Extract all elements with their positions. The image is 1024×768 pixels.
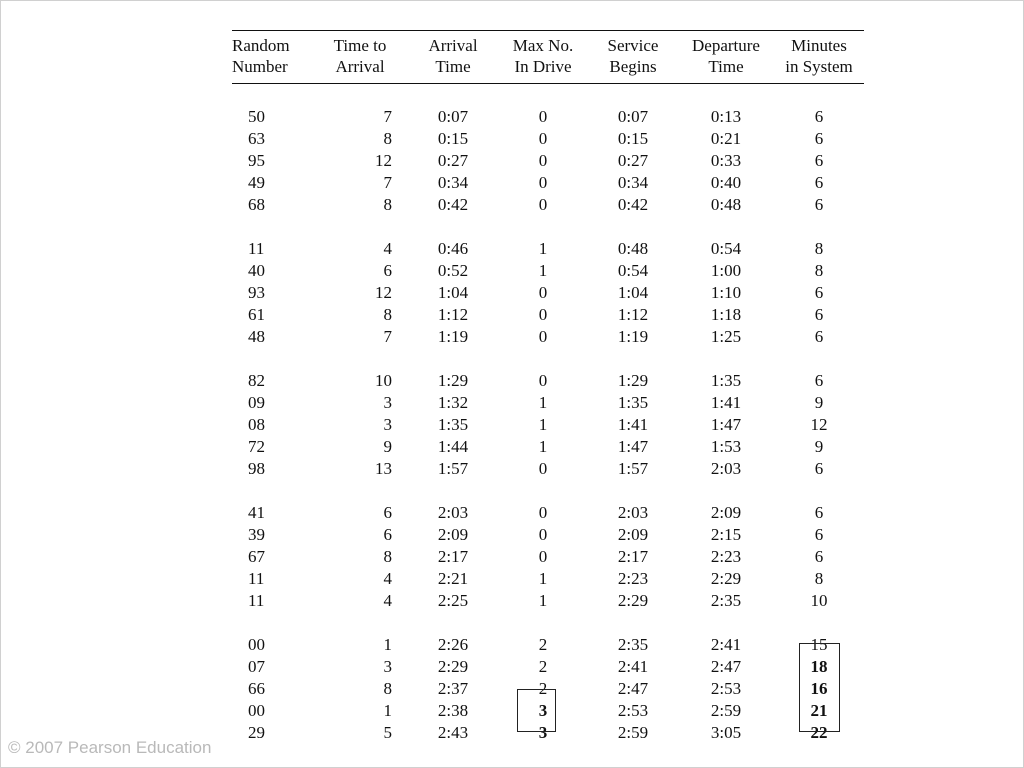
cell-max-in-drive: 0 (538, 283, 548, 302)
cell-departure-time: 1:53 (710, 437, 742, 456)
cell-minutes-in-system: 6 (814, 173, 824, 192)
cell-time-to-arrival: 4 (383, 569, 392, 588)
cell-minutes-in-system: 18 (810, 657, 828, 676)
cell-max-in-drive: 0 (538, 371, 548, 390)
table-row (232, 458, 864, 480)
cell-random-number: 95 (248, 151, 265, 170)
cell-service-begins: 2:41 (617, 657, 649, 676)
table-row (232, 656, 864, 678)
cell-service-begins: 2:53 (617, 701, 649, 720)
cell-random-number: 07 (248, 657, 265, 676)
cell-arrival-time: 1:12 (437, 305, 469, 324)
cell-time-to-arrival: 8 (383, 305, 392, 324)
cell-service-begins: 2:03 (617, 503, 649, 522)
cell-time-to-arrival: 4 (383, 239, 392, 258)
cell-minutes-in-system: 6 (814, 195, 824, 214)
cell-time-to-arrival: 8 (383, 679, 392, 698)
header-arrival-time: Arrival Time (408, 31, 498, 84)
cell-service-begins: 0:15 (617, 129, 649, 148)
cell-random-number: 08 (248, 415, 265, 434)
table-row (232, 106, 864, 128)
cell-random-number: 82 (248, 371, 265, 390)
cell-minutes-in-system: 6 (814, 305, 824, 324)
table-row (232, 172, 864, 194)
cell-departure-time: 2:09 (710, 503, 742, 522)
cell-arrival-time: 2:37 (437, 679, 469, 698)
cell-arrival-time: 2:21 (437, 569, 469, 588)
cell-random-number: 11 (248, 591, 265, 610)
cell-time-to-arrival: 9 (383, 437, 392, 456)
table-row (232, 238, 864, 260)
cell-minutes-in-system: 6 (814, 283, 824, 302)
cell-time-to-arrival: 7 (383, 327, 392, 346)
cell-random-number: 41 (248, 503, 265, 522)
cell-arrival-time: 0:52 (437, 261, 469, 280)
cell-service-begins: 0:07 (617, 107, 649, 126)
table-row (232, 194, 864, 216)
cell-minutes-in-system: 6 (814, 503, 824, 522)
cell-max-in-drive: 1 (538, 437, 548, 456)
cell-arrival-time: 0:34 (437, 173, 469, 192)
table-body (232, 84, 864, 745)
cell-service-begins: 0:34 (617, 173, 649, 192)
cell-time-to-arrival: 7 (383, 107, 392, 126)
cell-service-begins: 2:23 (617, 569, 649, 588)
cell-max-in-drive: 0 (538, 547, 548, 566)
cell-service-begins: 2:59 (617, 723, 649, 742)
cell-random-number: 09 (248, 393, 265, 412)
cell-service-begins: 1:12 (617, 305, 649, 324)
cell-arrival-time: 0:46 (437, 239, 469, 258)
cell-departure-time: 1:47 (710, 415, 742, 434)
cell-max-in-drive: 0 (538, 503, 548, 522)
cell-max-in-drive: 1 (538, 393, 548, 412)
cell-arrival-time: 2:09 (437, 525, 469, 544)
cell-arrival-time: 0:07 (437, 107, 469, 126)
cell-max-in-drive: 0 (538, 459, 548, 478)
cell-time-to-arrival: 8 (383, 195, 392, 214)
spacer-cell (232, 480, 864, 502)
cell-max-in-drive: 2 (538, 657, 548, 676)
table-row (232, 590, 864, 612)
cell-departure-time: 2:29 (710, 569, 742, 588)
table-row (232, 546, 864, 568)
table-row (232, 568, 864, 590)
table-row (232, 260, 864, 282)
cell-minutes-in-system: 8 (814, 569, 824, 588)
cell-minutes-in-system: 15 (810, 635, 828, 654)
cell-time-to-arrival: 3 (383, 415, 392, 434)
cell-arrival-time: 2:03 (437, 503, 469, 522)
cell-time-to-arrival: 6 (383, 525, 392, 544)
cell-max-in-drive: 3 (538, 723, 548, 742)
cell-max-in-drive: 2 (538, 679, 548, 698)
cell-time-to-arrival: 5 (383, 723, 392, 742)
cell-random-number: 67 (248, 547, 265, 566)
header-time-to-arrival: Time to Arrival (312, 31, 408, 84)
table-row (232, 524, 864, 546)
cell-service-begins: 2:09 (617, 525, 649, 544)
table-row (232, 502, 864, 524)
cell-time-to-arrival: 3 (383, 657, 392, 676)
cell-time-to-arrival: 13 (375, 459, 392, 478)
cell-arrival-time: 0:15 (437, 129, 469, 148)
cell-random-number: 50 (248, 107, 265, 126)
table-row (232, 414, 864, 436)
cell-arrival-time: 1:29 (437, 371, 469, 390)
cell-time-to-arrival: 7 (383, 173, 392, 192)
table-row (232, 370, 864, 392)
cell-minutes-in-system: 6 (814, 107, 824, 126)
cell-departure-time: 0:21 (710, 129, 742, 148)
table-row (232, 326, 864, 348)
cell-departure-time: 2:59 (710, 701, 742, 720)
cell-minutes-in-system: 6 (814, 525, 824, 544)
cell-max-in-drive: 2 (538, 635, 548, 654)
cell-minutes-in-system: 16 (810, 679, 828, 698)
cell-departure-time: 0:48 (710, 195, 742, 214)
cell-time-to-arrival: 12 (375, 283, 392, 302)
cell-minutes-in-system: 21 (810, 701, 828, 720)
header-service-begins: Service Begins (588, 31, 678, 84)
cell-max-in-drive: 0 (538, 305, 548, 324)
table-row (232, 436, 864, 458)
simulation-table (232, 30, 864, 744)
cell-random-number: 61 (248, 305, 265, 324)
cell-random-number: 49 (248, 173, 265, 192)
cell-time-to-arrival: 6 (383, 503, 392, 522)
cell-random-number: 11 (248, 239, 265, 258)
cell-departure-time: 1:35 (710, 371, 742, 390)
cell-max-in-drive: 3 (538, 701, 548, 720)
table-row (232, 282, 864, 304)
cell-minutes-in-system: 22 (810, 723, 828, 742)
cell-max-in-drive: 1 (538, 591, 548, 610)
cell-minutes-in-system: 6 (814, 151, 824, 170)
cell-departure-time: 2:03 (710, 459, 742, 478)
cell-max-in-drive: 1 (538, 569, 548, 588)
cell-arrival-time: 1:44 (437, 437, 469, 456)
cell-random-number: 11 (248, 569, 265, 588)
cell-minutes-in-system: 12 (810, 415, 828, 434)
cell-max-in-drive: 1 (538, 261, 548, 280)
cell-arrival-time: 1:35 (437, 415, 469, 434)
group-spacer (232, 84, 864, 107)
cell-arrival-time: 2:38 (437, 701, 469, 720)
cell-service-begins: 2:35 (617, 635, 649, 654)
cell-minutes-in-system: 8 (814, 261, 824, 280)
cell-arrival-time: 0:42 (437, 195, 469, 214)
cell-service-begins: 0:27 (617, 151, 649, 170)
table-row (232, 150, 864, 172)
cell-max-in-drive: 0 (538, 129, 548, 148)
cell-time-to-arrival: 1 (383, 701, 392, 720)
cell-random-number: 48 (248, 327, 265, 346)
group-spacer (232, 216, 864, 238)
cell-minutes-in-system: 9 (814, 393, 824, 412)
group-spacer (232, 348, 864, 370)
cell-minutes-in-system: 6 (814, 547, 824, 566)
spacer-cell (232, 84, 864, 107)
cell-max-in-drive: 1 (538, 415, 548, 434)
cell-service-begins: 0:48 (617, 239, 649, 258)
table-row (232, 392, 864, 414)
cell-service-begins: 1:29 (617, 371, 649, 390)
cell-departure-time: 1:25 (710, 327, 742, 346)
cell-max-in-drive: 0 (538, 195, 548, 214)
cell-departure-time: 0:54 (710, 239, 742, 258)
cell-departure-time: 2:23 (710, 547, 742, 566)
spacer-cell (232, 612, 864, 634)
cell-service-begins: 2:29 (617, 591, 649, 610)
cell-departure-time: 1:41 (710, 393, 742, 412)
cell-service-begins: 0:54 (617, 261, 649, 280)
cell-departure-time: 2:53 (710, 679, 742, 698)
cell-departure-time: 2:15 (710, 525, 742, 544)
cell-arrival-time: 2:26 (437, 635, 469, 654)
cell-departure-time: 1:10 (710, 283, 742, 302)
cell-arrival-time: 2:29 (437, 657, 469, 676)
table-header (232, 31, 864, 84)
header-random-number: Random Number (232, 31, 312, 84)
cell-time-to-arrival: 10 (375, 371, 392, 390)
cell-minutes-in-system: 6 (814, 129, 824, 148)
cell-random-number: 66 (248, 679, 265, 698)
cell-max-in-drive: 0 (538, 327, 548, 346)
cell-service-begins: 1:19 (617, 327, 649, 346)
cell-service-begins: 1:57 (617, 459, 649, 478)
cell-arrival-time: 1:57 (437, 459, 469, 478)
cell-random-number: 00 (248, 701, 265, 720)
cell-time-to-arrival: 3 (383, 393, 392, 412)
cell-time-to-arrival: 12 (375, 151, 392, 170)
cell-departure-time: 2:41 (710, 635, 742, 654)
cell-arrival-time: 2:25 (437, 591, 469, 610)
group-spacer (232, 480, 864, 502)
header-minutes-in-system: Minutes in System (774, 31, 864, 84)
cell-service-begins: 1:04 (617, 283, 649, 302)
cell-random-number: 39 (248, 525, 265, 544)
group-spacer (232, 612, 864, 634)
cell-max-in-drive: 0 (538, 525, 548, 544)
cell-minutes-in-system: 6 (814, 459, 824, 478)
cell-minutes-in-system: 8 (814, 239, 824, 258)
cell-random-number: 68 (248, 195, 265, 214)
cell-arrival-time: 2:17 (437, 547, 469, 566)
table-row (232, 634, 864, 656)
cell-service-begins: 1:41 (617, 415, 649, 434)
cell-departure-time: 3:05 (710, 723, 742, 742)
cell-departure-time: 0:40 (710, 173, 742, 192)
cell-random-number: 72 (248, 437, 265, 456)
cell-service-begins: 1:35 (617, 393, 649, 412)
cell-departure-time: 1:00 (710, 261, 742, 280)
cell-service-begins: 1:47 (617, 437, 649, 456)
cell-time-to-arrival: 1 (383, 635, 392, 654)
table-row (232, 128, 864, 150)
cell-time-to-arrival: 6 (383, 261, 392, 280)
cell-max-in-drive: 1 (538, 239, 548, 258)
table-row (232, 304, 864, 326)
cell-max-in-drive: 0 (538, 107, 548, 126)
cell-random-number: 40 (248, 261, 265, 280)
cell-max-in-drive: 0 (538, 173, 548, 192)
cell-arrival-time: 1:19 (437, 327, 469, 346)
cell-minutes-in-system: 9 (814, 437, 824, 456)
cell-minutes-in-system: 6 (814, 327, 824, 346)
cell-random-number: 93 (248, 283, 265, 302)
cell-random-number: 29 (248, 723, 265, 742)
cell-service-begins: 2:47 (617, 679, 649, 698)
header-max-in-drive: Max No. In Drive (498, 31, 588, 84)
cell-minutes-in-system: 10 (810, 591, 828, 610)
spacer-cell (232, 216, 864, 238)
cell-arrival-time: 0:27 (437, 151, 469, 170)
cell-max-in-drive: 0 (538, 151, 548, 170)
header-row (232, 31, 864, 84)
cell-time-to-arrival: 4 (383, 591, 392, 610)
cell-arrival-time: 1:32 (437, 393, 469, 412)
cell-arrival-time: 2:43 (437, 723, 469, 742)
cell-service-begins: 2:17 (617, 547, 649, 566)
cell-departure-time: 0:33 (710, 151, 742, 170)
cell-random-number: 63 (248, 129, 265, 148)
copyright-credit: © 2007 Pearson Education (8, 738, 212, 757)
cell-random-number: 00 (248, 635, 265, 654)
cell-time-to-arrival: 8 (383, 129, 392, 148)
cell-departure-time: 2:35 (710, 591, 742, 610)
spacer-cell (232, 348, 864, 370)
cell-minutes-in-system: 6 (814, 371, 824, 390)
cell-time-to-arrival: 8 (383, 547, 392, 566)
max-in-drive-highlight-box (517, 689, 556, 732)
cell-random-number: 98 (248, 459, 265, 478)
cell-departure-time: 2:47 (710, 657, 742, 676)
header-departure-time: Departure Time (678, 31, 774, 84)
cell-departure-time: 0:13 (710, 107, 742, 126)
cell-service-begins: 0:42 (617, 195, 649, 214)
minutes-in-system-highlight-box (799, 643, 840, 732)
cell-arrival-time: 1:04 (437, 283, 469, 302)
cell-departure-time: 1:18 (710, 305, 742, 324)
